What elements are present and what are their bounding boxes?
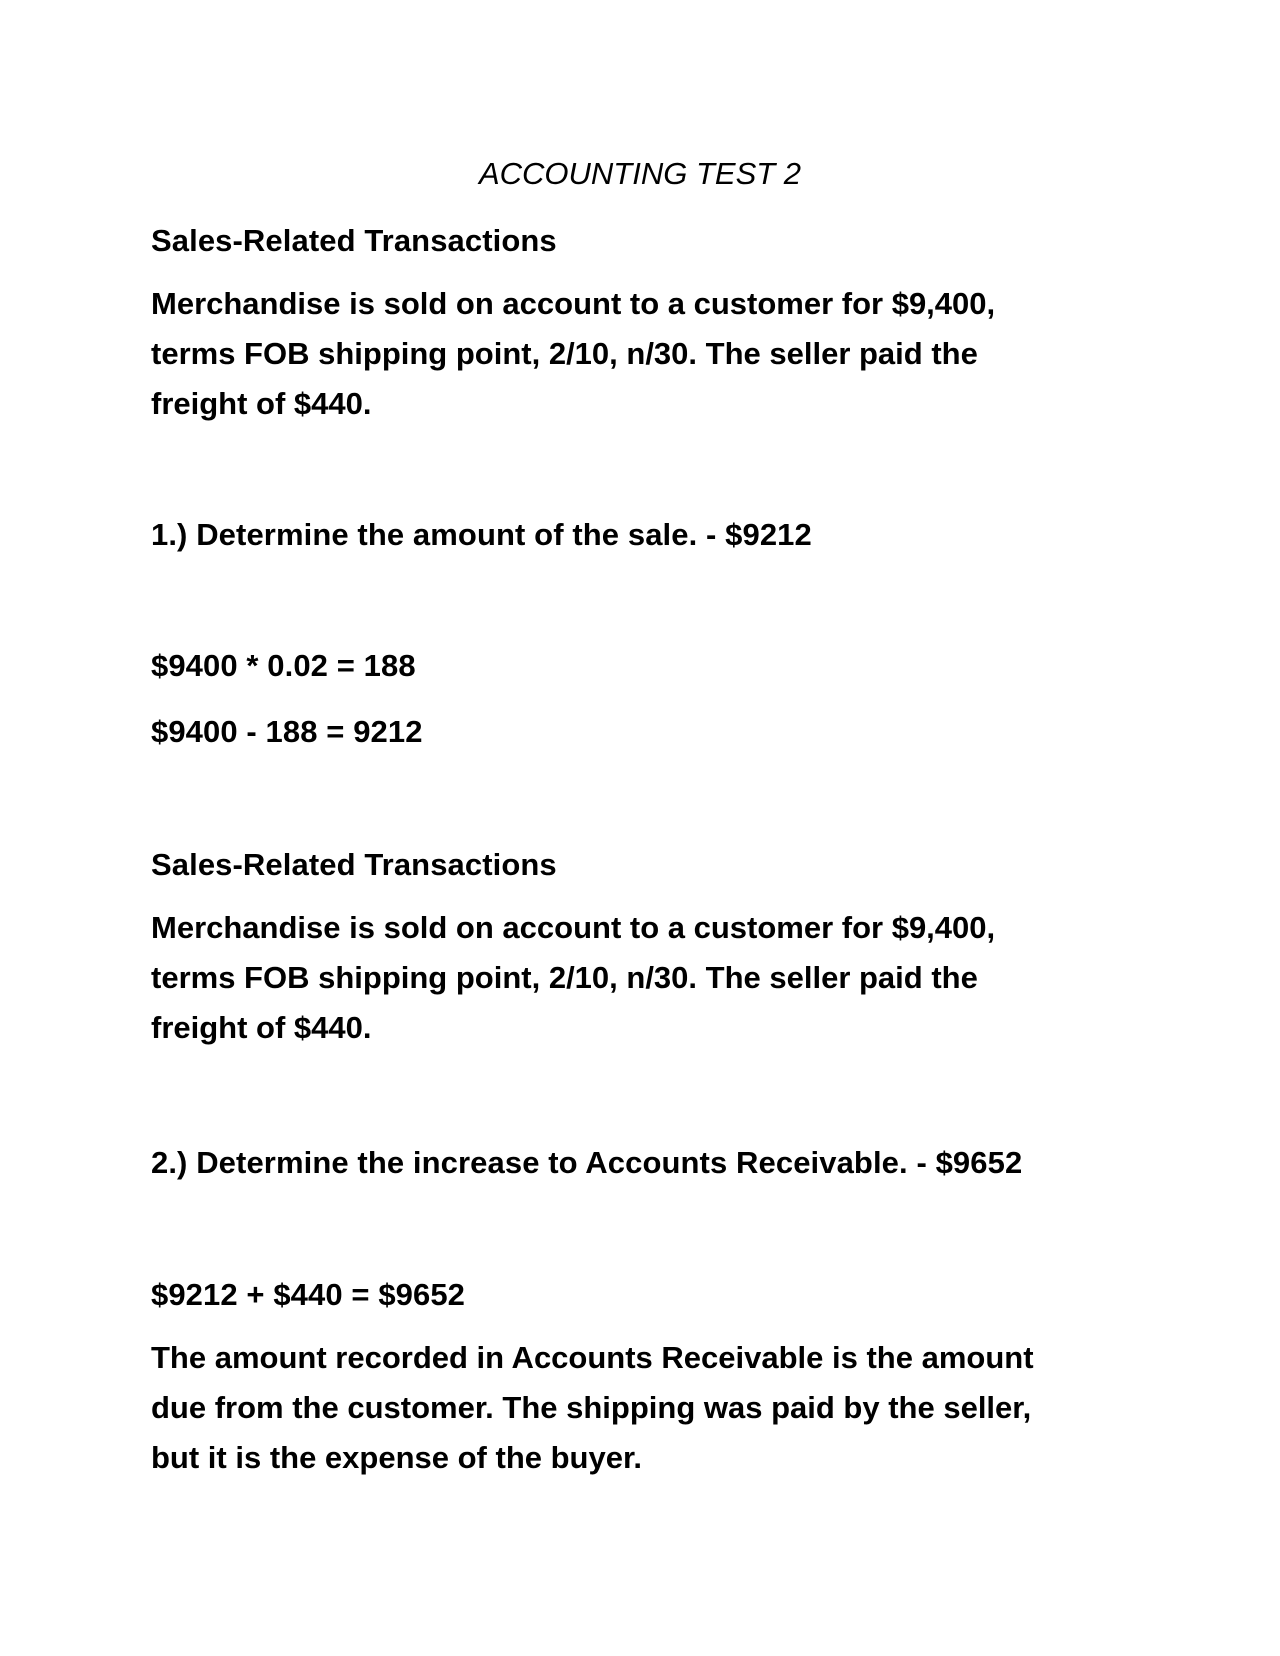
- section-2-heading: Sales-Related Transactions: [151, 847, 557, 882]
- explanation-line: but it is the expense of the buyer.: [151, 1440, 642, 1475]
- section-1-heading: Sales-Related Transactions: [151, 223, 557, 258]
- section-1-problem-line: terms FOB shipping point, 2/10, n/30. The seller paid the: [151, 336, 978, 371]
- document-title-text: ACCOUNTING TEST 2: [478, 156, 802, 191]
- section-1-problem-line: Merchandise is sold on account to a customer for $9,400,: [151, 286, 996, 321]
- question-2-explanation: [151, 1333, 1111, 1483]
- question-1-work-line: $9400 * 0.02 = 188: [151, 648, 416, 683]
- question-2: 2.) Determine the increase to Accounts Receivable. - $9652: [151, 1145, 1023, 1180]
- question-1: 1.) Determine the amount of the sale. - $9212: [151, 517, 812, 552]
- section-2-problem: [151, 903, 1111, 1053]
- explanation-line: The amount recorded in Accounts Receivable is the amount: [151, 1340, 1034, 1375]
- section-1-problem: [151, 279, 1111, 429]
- explanation-line: due from the customer. The shipping was paid by the seller,: [151, 1390, 1032, 1425]
- question-2-work-line: $9212 + $440 = $9652: [151, 1277, 466, 1312]
- section-2-problem-line: terms FOB shipping point, 2/10, n/30. The seller paid the: [151, 960, 978, 995]
- section-2-problem-line: freight of $440.: [151, 1010, 372, 1045]
- question-1-work-line: $9400 - 188 = 9212: [151, 714, 423, 749]
- section-2-problem-line: Merchandise is sold on account to a customer for $9,400,: [151, 910, 996, 945]
- section-1-problem-line: freight of $440.: [151, 386, 372, 421]
- document-title: [0, 154, 1280, 194]
